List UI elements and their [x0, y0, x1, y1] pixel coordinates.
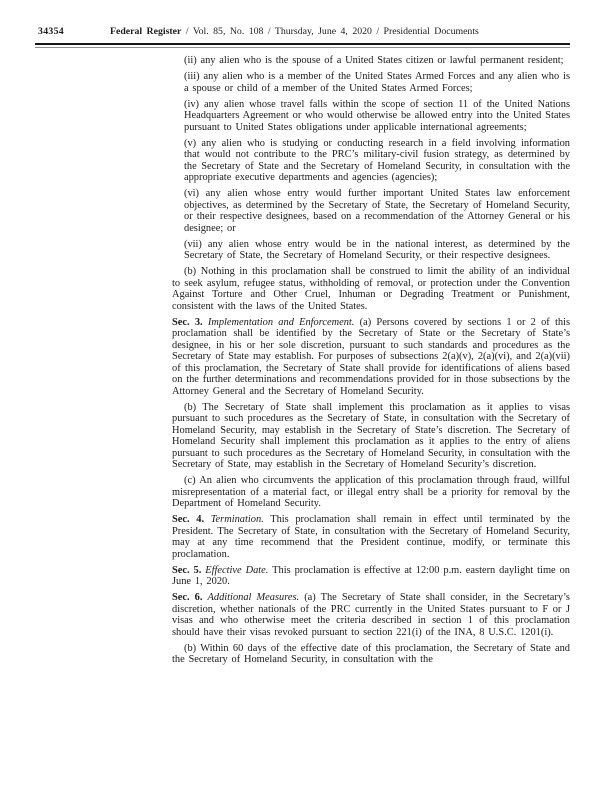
clause-vii: (vii) any alien whose entry would be in the national interest, as determined by the Secretary of State, the Secretary of Homeland Security, or their respective designees.: [184, 238, 570, 261]
header-double-rule: [35, 43, 570, 48]
section-5-paragraph: [172, 565, 570, 588]
page-header: [38, 26, 570, 37]
clause-iv: (iv) any alien whose travel falls within the scope of section 11 of the United Nations Headquarters Agreement or who would otherwise be allowed entry into the United States pursuant to United States obligations under applicable international agreements;: [184, 98, 570, 133]
section-5-label: Sec. 5.: [172, 564, 202, 576]
clause-vi: (vi) any alien whose entry would further important United States law enforcement objectives, as determined by the Secretary of State, the Secretary of Homeland Security, or their respective designees, based on a recommendation of the Attorney General or his designee; or: [184, 188, 570, 234]
page-number: 34354: [38, 26, 64, 37]
section-6-text: (a) The Secretary of State shall consider, in the Secretary’s discretion, whether nationals of the PRC currently in the United States pursuant to F or J visas and who otherwise meet the criteria described in section 1 of this proclamation should have their visas revoked pursuant to section 221(i) of the INA, 8 U.S.C. 1201(i).: [172, 592, 570, 638]
clause-v: (v) any alien who is studying or conducting research in a field involving information that would not contribute to the PRC’s military-civil fusion strategy, as determined by the Secretary of State and the Secretary of Homeland Security, in consultation with the appropriate executive departments and agencies (agencies);: [184, 137, 570, 183]
section-6-paragraph: [172, 592, 570, 638]
section-4-label: Sec. 4.: [172, 514, 205, 525]
section-4-text: This proclamation shall remain in effect until terminated by the President. The Secretary of State, in consultation with the Secretary of Homeland Security, may at any time recommend that the President continue, modify, or terminate this proclamation.: [172, 514, 570, 560]
section-3-paragraph: [172, 317, 570, 398]
section-3c-paragraph: (c) An alien who circumvents the application of this proclamation through fraud, willful misrepresentation of a material fact, or illegal entry shall be a priority for removal by the Department of Homeland Security.: [172, 475, 570, 509]
section-5-title: Effective Date.: [205, 564, 269, 576]
section-6b-paragraph: (b) Within 60 days of the effective date of this proclamation, the Secretary of State and the Secretary of Homeland Security, in consultation with the: [172, 642, 570, 665]
section-4-title: Termination.: [210, 514, 264, 525]
section-6-label: Sec. 6.: [172, 592, 203, 603]
section-5-text: This proclamation is effective at 12:00 p.m. eastern daylight time on June 1, 2020.: [172, 564, 570, 587]
section-2b-paragraph: (b) Nothing in this proclamation shall be construed to limit the ability of an individual to seek asylum, refugee status, withholding of removal, or protection under the Convention Against Torture and Other Cruel, Inhuman or Degrading Treatment or Punishment, consistent with the laws of the United States.: [172, 266, 570, 312]
document-column: [172, 55, 570, 670]
section-3-label: Sec. 3.: [172, 316, 203, 328]
section-3b-paragraph: (b) The Secretary of State shall implement this proclamation as it applies to visas pursuant to such procedures as the Secretary of State, in consultation with the Secretary of Homeland Security, may establish in the Secretary of State’s discretion. The Secretary of Homeland Security shall implement this proclamation as it applies to the entry of aliens pursuant to such procedures as the Secretary of Homeland Security, in consultation with the Secretary of State, may establish in the Secretary of Homeland Security’s discretion.: [172, 401, 570, 470]
masthead-title: Federal Register: [110, 26, 182, 37]
clause-iii: (iii) any alien who is a member of the United States Armed Forces and any alien who is a spouse or child of a member of the United States Armed Forces;: [184, 71, 570, 94]
section-4-paragraph: [172, 514, 570, 560]
clause-ii: (ii) any alien who is the spouse of a United States citizen or lawful permanent resident;: [184, 55, 564, 66]
section-6-title: Additional Measures.: [207, 592, 300, 603]
masthead-citation: / Vol. 85, No. 108 / Thursday, June 4, 2020 / Presidential Documents: [185, 26, 479, 37]
section-3-text: (a) Persons covered by sections 1 or 2 of this proclamation shall be identified by the Secretary of State or the Secretary of State’s designee, in his or her sole discretion, pursuant to such standards and procedures as the Secretary of State may establish. For purposes of subsections 2(a)(v), 2(a)(vi), and 2(a)(vii) of this proclamation, the Secretary of State shall provide for identifications of aliens based on the further determinations and recommendations provided for in those subsections by the Attorney General and the Secretary of Homeland Security.: [172, 316, 570, 397]
section-3-title: Implementation and Enforcement.: [207, 316, 355, 328]
masthead: [110, 26, 479, 37]
